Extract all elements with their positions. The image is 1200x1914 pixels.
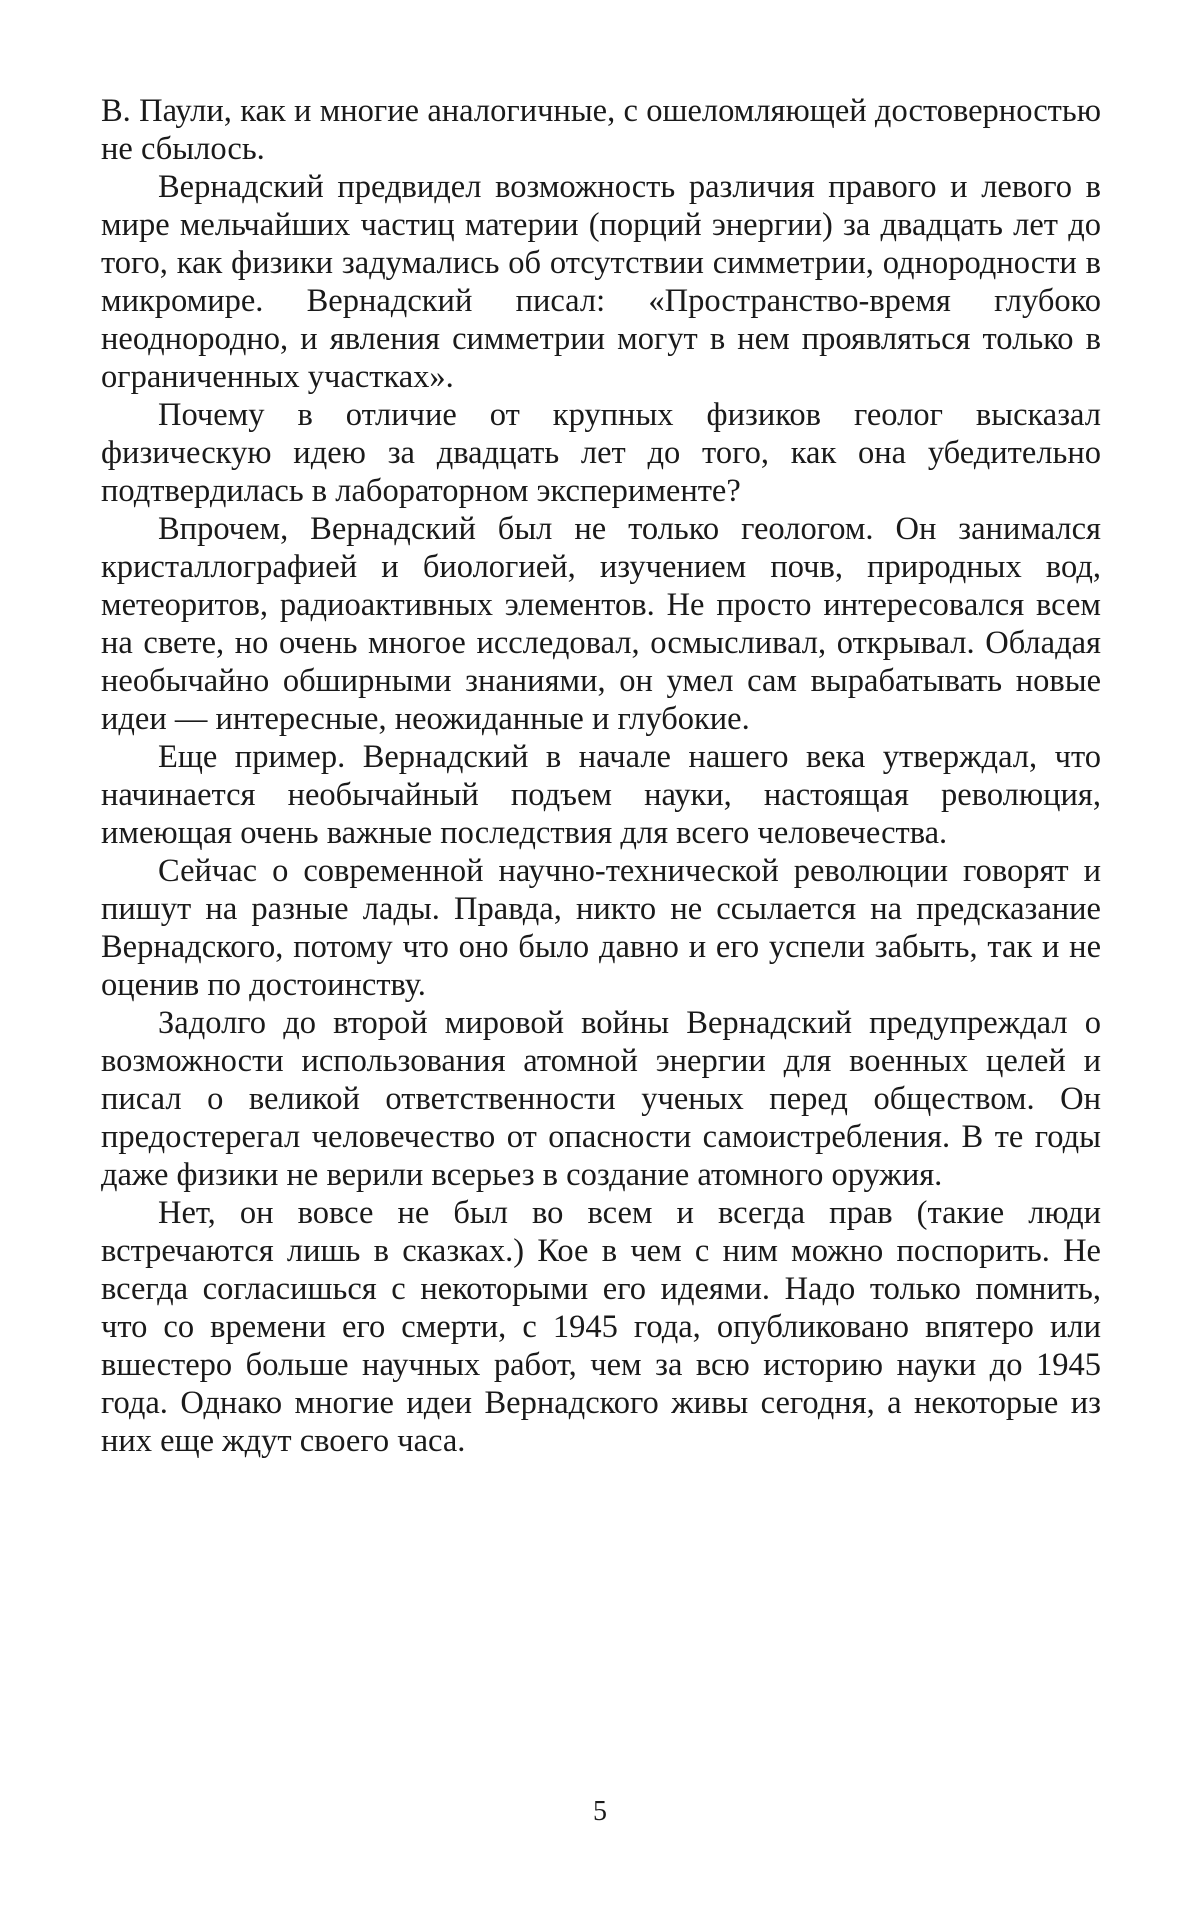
paragraph-8: Нет, он вовсе не был во всем и всегда прав (такие люди встречаются лишь в сказках.) Кое в чем с ним можно поспорить. Не всегда согласишься с некоторыми его идеями. Надо только помнить, что со времени его смерти, с 1945 года, опубликовано впятеро или вшестеро больше научных работ, чем за всю историю науки до 1945 года. Однако многие идеи Вернадского живы сегодня, а некоторые из них еще ждут своего часа. bbox=[101, 1195, 1101, 1459]
paragraph-2: Вернадский предвидел возможность различия правого и левого в мире мельчайших частиц материи (порций энергии) за двадцать лет до того, как физики задумались об отсутствии симметрии, однородности в микромире. Вернадский писал: «Пространство-время глубоко неоднородно, и явления симметрии могут в нем проявляться только в ограниченных участках». bbox=[101, 169, 1101, 395]
paragraph-5: Еще пример. Вернадский в начале нашего века утверждал, что начинается необычайный подъем науки, настоящая революция, имеющая очень важные последствия для всего человечества. bbox=[101, 739, 1101, 851]
page-number: 5 bbox=[593, 1796, 607, 1827]
paragraph-3: Почему в отличие от крупных физиков геолог высказал физическую идею за двадцать лет до того, как она убедительно подтвердилась в лабораторном эксперименте? bbox=[101, 397, 1101, 509]
paragraph-1: В. Паули, как и многие аналогичные, с ошеломляющей достоверностью не сбылось. bbox=[101, 93, 1101, 167]
paragraph-7: Задолго до второй мировой войны Вернадский предупреждал о возможности использования атомной энергии для военных целей и писал о великой ответственности ученых перед обществом. Он предостерегал человечество от опасности самоистребления. В те годы даже физики не верили всерьез в создание атомного оружия. bbox=[101, 1005, 1101, 1193]
paragraph-4: Впрочем, Вернадский был не только геологом. Он занимался кристаллографией и биологией, изучением почв, природных вод, метеоритов, радиоактивных элементов. Не просто интересовался всем на свете, но очень многое исследовал, осмысливал, открывал. Обладая необычайно обширными знаниями, он умел сам вырабатывать новые идеи — интересные, неожиданные и глубокие. bbox=[101, 511, 1101, 737]
body-text bbox=[101, 92, 1101, 1460]
paragraph-6: Сейчас о современной научно-технической революции говорят и пишут на разные лады. Правда, никто не ссылается на предсказание Вернадского, потому что оно было давно и его успели забыть, так и не оценив по достоинству. bbox=[101, 853, 1101, 1003]
